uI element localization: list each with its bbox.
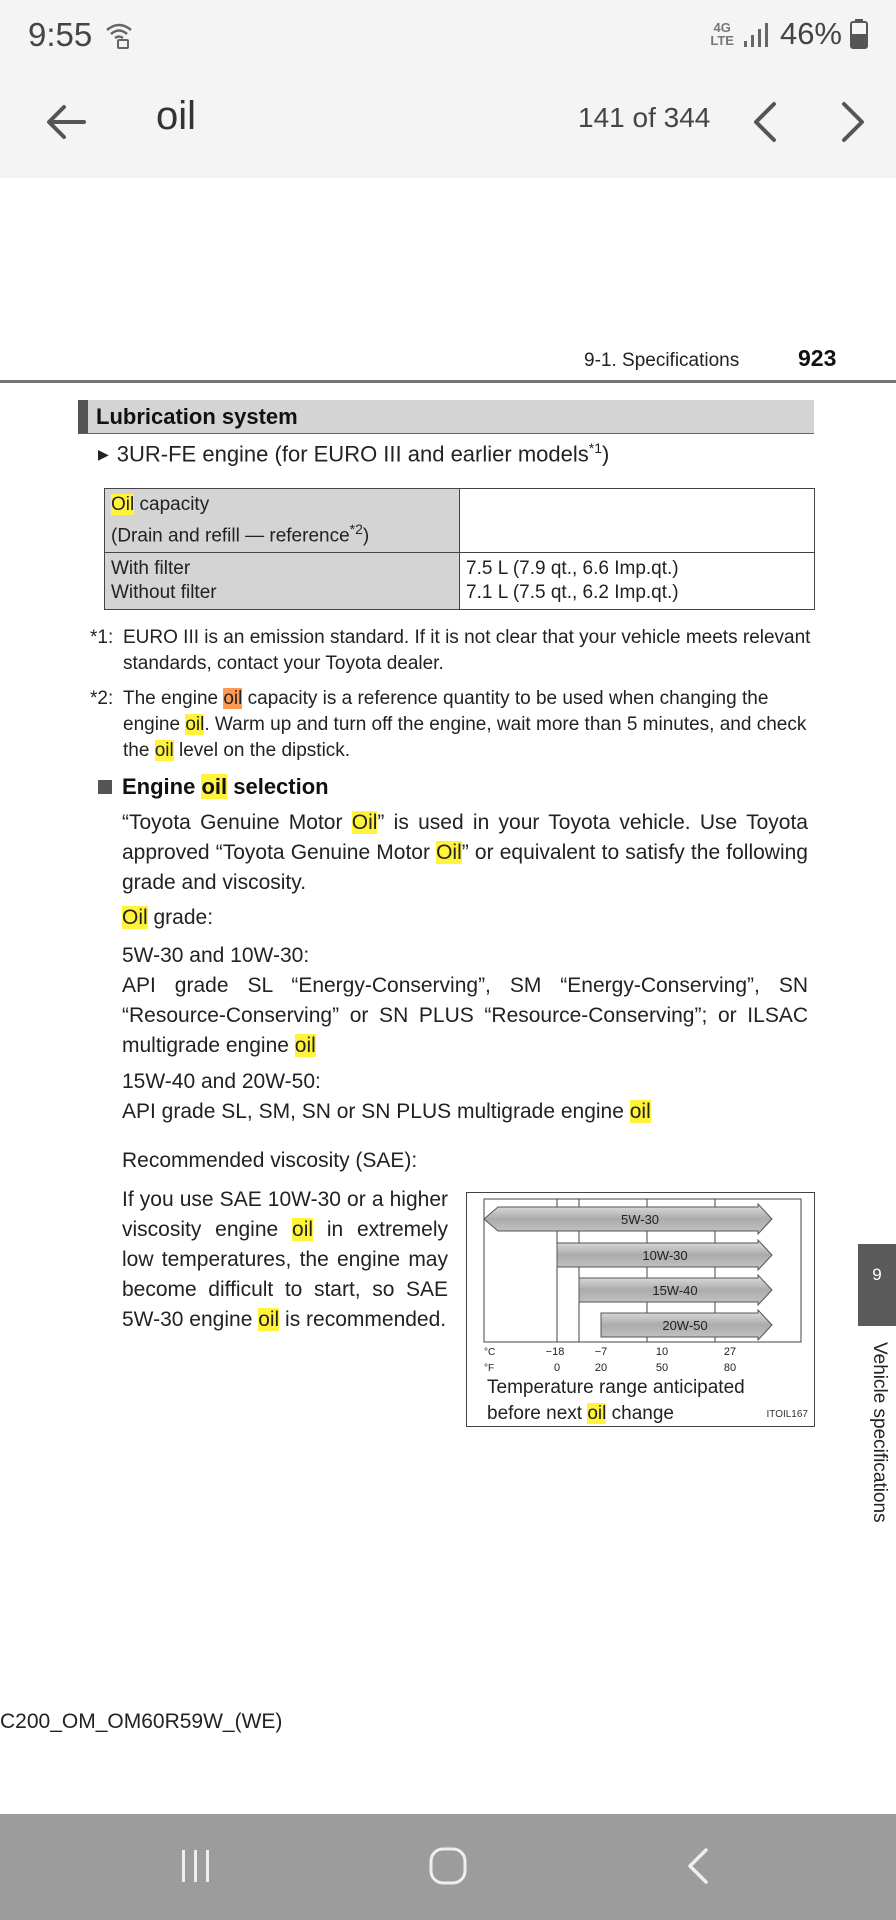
battery-icon (850, 19, 868, 49)
figure-code: ITOIL167 (766, 1409, 808, 1420)
footnote-marker: *1: (90, 627, 114, 648)
search-highlight: oil (258, 1308, 280, 1331)
square-bullet-icon (98, 780, 112, 794)
grade-text (122, 1097, 808, 1127)
status-time: 9:55 (28, 16, 93, 53)
with-filter-label: With filter (111, 558, 191, 580)
text-run: API grade SL, SM, SN or SN PLUS multigrade engine (122, 1100, 630, 1123)
capacity-sup: *2 (349, 521, 363, 537)
viscosity-label: Recommended viscosity (SAE): (122, 1149, 418, 1172)
text-run: level on the dipstick. (173, 740, 351, 761)
bar-label-15w-40: 15W-40 (652, 1283, 698, 1298)
tick-fahrenheit: 50 (655, 1362, 669, 1373)
figure-caption (487, 1375, 745, 1427)
home-icon[interactable] (428, 1846, 468, 1886)
search-highlight: oil (201, 774, 228, 799)
viscosity-figure (466, 1192, 815, 1427)
nav-back-icon[interactable] (684, 1846, 714, 1886)
search-highlight: Oil (111, 494, 135, 515)
text-run: selection (227, 774, 329, 799)
grade-title: 5W-30 and 10W-30: (122, 944, 310, 967)
text-run: is recommended. (279, 1308, 447, 1331)
grade-15w40-block (122, 1067, 808, 1127)
document-page[interactable] (0, 178, 896, 1814)
capacity-close: ) (362, 525, 370, 547)
lubrication-title: Lubrication system (78, 400, 814, 434)
text-run: . Warm up and turn off the engine, wait more than 5 minutes, and check the (123, 714, 807, 761)
text-run: “Toyota Genuine Motor (122, 811, 352, 834)
viscosity-paragraph (122, 1185, 448, 1335)
search-highlight: oil (154, 740, 174, 761)
caption-line (487, 1401, 745, 1427)
without-filter-label: Without filter (111, 582, 217, 604)
oil-grade-label (122, 903, 808, 933)
search-app-bar (0, 72, 896, 178)
genuine-oil-paragraph (122, 808, 808, 898)
chapter-title: Vehicle specifications (869, 1342, 890, 1523)
tick-celsius: −18 (545, 1346, 565, 1358)
system-nav-bar (0, 1814, 896, 1920)
search-term[interactable]: oil (156, 94, 197, 138)
chapter-tab: 9 (858, 1244, 896, 1326)
filter-value-cell (460, 553, 815, 610)
signal-icon (742, 21, 772, 47)
network-type (710, 21, 734, 47)
search-highlight: oil (629, 1100, 651, 1123)
footnote-1 (90, 625, 816, 677)
unit-celsius: °C (484, 1347, 496, 1358)
search-highlight: oil (294, 1034, 316, 1057)
text-run: API grade SL “Energy-Conserving”, SM “Energy-Conserving”, SN “Resource-Conserving” or SN PLUS “Resource-Conserving”; or ILSAC multigrade engine (122, 974, 808, 1057)
tick-fahrenheit: 20 (594, 1362, 608, 1373)
network-top: 4G (713, 20, 731, 35)
search-highlight: Oil (122, 906, 148, 929)
without-filter-value: 7.1 L (7.5 qt., 6.2 Imp.qt.) (466, 582, 679, 604)
text-run: Engine (122, 774, 202, 799)
current-search-highlight: oil (223, 688, 243, 709)
viscosity-chart (467, 1193, 816, 1373)
text-run: grade: (147, 906, 214, 929)
match-count: 141 of 344 (578, 102, 711, 133)
capacity-reference: (Drain and refill — reference (111, 525, 350, 547)
capacity-label-cell (105, 489, 460, 553)
status-bar (0, 0, 896, 72)
engine-heading (98, 440, 609, 467)
wifi-icon (104, 20, 134, 50)
back-arrow-icon[interactable] (40, 96, 92, 148)
engine-close: ) (601, 441, 610, 467)
grade-text (122, 971, 808, 1061)
text-run: before next (487, 1403, 588, 1424)
tick-celsius: 10 (655, 1346, 669, 1358)
search-highlight: Oil (436, 841, 462, 864)
text-run: change (606, 1403, 674, 1424)
page-number: 923 (798, 345, 837, 371)
text-run: in extremely low temperatures, the engine may become difficult to start, so SAE 5W-30 engine (122, 1218, 448, 1331)
header-divider (0, 380, 896, 383)
section-header: 9-1. Specifications (584, 350, 740, 371)
footnote-text (90, 686, 816, 764)
footnote-2 (90, 686, 816, 764)
search-highlight: oil (292, 1218, 314, 1241)
grade-5w30-block (122, 941, 808, 1061)
with-filter-value: 7.5 L (7.9 qt., 6.6 Imp.qt.) (466, 558, 679, 580)
search-highlight: oil (185, 714, 205, 735)
text-run: If you use SAE 10W-30 or a higher viscosity engine (122, 1188, 448, 1241)
engine-sup: *1 (588, 440, 602, 456)
search-highlight: oil (587, 1403, 607, 1424)
tick-celsius: 27 (723, 1346, 737, 1358)
engine-text: 3UR-FE engine (for EURO III and earlier models (116, 441, 589, 467)
status-right (710, 16, 868, 52)
text-run: ” is used in your Toyota vehicle. Use Toyota approved “Toyota Genuine Motor (122, 811, 808, 864)
engine-oil-selection-heading (98, 774, 329, 800)
text-run: The engine (123, 688, 224, 709)
bar-label-5w-30: 5W-30 (620, 1212, 660, 1227)
tick-fahrenheit: 0 (553, 1362, 561, 1373)
recent-apps-icon[interactable] (176, 1846, 216, 1886)
text-run: ” or equivalent to satisfy the following grade and viscosity. (122, 841, 808, 894)
capacity-label: capacity (134, 494, 210, 515)
triangle-bullet-icon: ▶ (98, 446, 109, 463)
oil-capacity-table (104, 488, 815, 610)
tick-fahrenheit: 80 (723, 1362, 737, 1373)
document-code: C200_OM_OM60R59W_(WE) (0, 1710, 283, 1733)
battery-percent: 46% (779, 16, 842, 51)
grade-title: 15W-40 and 20W-50: (122, 1070, 321, 1093)
unit-fahrenheit: °F (484, 1363, 495, 1373)
chevron-left-icon[interactable] (744, 96, 788, 148)
caption-line: Temperature range anticipated (487, 1377, 745, 1398)
bar-label-10w-30: 10W-30 (642, 1248, 688, 1263)
bar-label-20w-50: 20W-50 (662, 1318, 708, 1333)
footnote-marker: *2: (90, 688, 114, 709)
table-row (105, 489, 815, 553)
tick-celsius: −7 (594, 1346, 608, 1358)
network-bottom: LTE (710, 33, 734, 48)
footnote-text: EURO III is an emission standard. If it is not clear that your vehicle meets relevant standards, contact your Toyota dealer. (123, 627, 811, 674)
chevron-right-icon[interactable] (830, 96, 874, 148)
filter-label-cell (105, 553, 460, 610)
text-run: capacity is a reference quantity to be used when changing the engine (123, 688, 769, 735)
capacity-empty-cell (460, 489, 815, 553)
table-row (105, 553, 815, 610)
search-highlight: Oil (351, 811, 378, 834)
